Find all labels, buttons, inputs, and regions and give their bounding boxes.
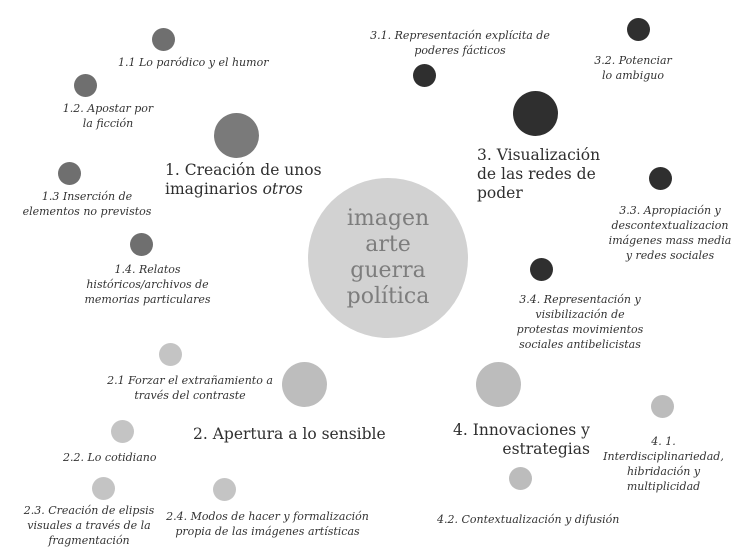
item-1-4-line-3: memorias particulares	[84, 293, 211, 306]
item-4-2	[437, 512, 619, 527]
dot-2-3	[92, 477, 115, 500]
dot-2-4	[213, 478, 236, 501]
item-3-1	[370, 28, 550, 58]
item-2-3-line-1: 2.3. Creación de elipsis	[23, 504, 155, 517]
dot-3-1	[413, 64, 436, 87]
heading-1-line-2	[165, 180, 322, 199]
item-3-4-line-2: visibilización de	[535, 308, 625, 321]
heading-4-line-1: 4. Innovaciones y	[453, 421, 590, 439]
dot-3-4	[530, 258, 553, 281]
item-2-1	[100, 373, 280, 403]
item-2-1-line-1: 2.1 Forzar el extrañamiento a	[107, 374, 273, 387]
item-3-2-line-1: 3.2. Potenciar	[594, 54, 672, 67]
dot-1-4	[130, 233, 153, 256]
item-3-1-line-1: 3.1. Representación explícita de	[370, 29, 550, 42]
item-1-4	[80, 262, 215, 307]
dot-2-2	[111, 420, 134, 443]
item-3-4	[510, 292, 650, 352]
item-3-4-line-3: protestas movimientos	[516, 323, 644, 336]
heading-2	[193, 425, 386, 444]
center-circle	[308, 178, 468, 338]
dot-4-1	[651, 395, 674, 418]
item-2-1-line-2: través del contraste	[134, 389, 246, 402]
item-1-4-line-1: 1.4. Relatos	[114, 263, 181, 276]
heading-3-line-2: de las redes de	[477, 165, 596, 183]
item-1-2-line-2: la ficción	[82, 117, 134, 130]
dot-3-2	[627, 18, 650, 41]
item-2-3	[14, 503, 164, 548]
dot-2-1	[159, 343, 182, 366]
item-4-1-line-1: 4. 1.	[651, 435, 676, 448]
dot-1-3	[58, 162, 81, 185]
item-3-4-line-1: 3.4. Representación y	[519, 293, 641, 306]
item-3-3-line-2: descontextualizacion	[611, 219, 729, 232]
dot-3-main	[513, 91, 558, 136]
dot-2-main	[282, 362, 327, 407]
item-3-2-line-2: lo ambiguo	[602, 69, 664, 82]
item-1-3-line-2: elementos no previstos	[22, 205, 152, 218]
heading-3-line-3: poder	[477, 184, 523, 202]
item-2-2	[63, 450, 156, 465]
heading-4	[453, 421, 590, 459]
dot-1-1	[152, 28, 175, 51]
dot-1-2	[74, 74, 97, 97]
item-1-4-line-2: históricos/archivos de	[86, 278, 209, 291]
dot-3-3	[649, 167, 672, 190]
center-line-4: política	[346, 284, 430, 309]
center-line-1: imagen	[346, 206, 430, 231]
heading-2-line-1: 2. Apertura a lo sensible	[193, 425, 386, 443]
item-3-3-line-4: y redes sociales	[625, 249, 715, 262]
heading-1-line-1: 1. Creación de unos	[165, 161, 322, 179]
item-2-4-line-1: 2.4. Modos de hacer y formalización	[166, 510, 369, 523]
item-1-2	[48, 101, 168, 131]
item-4-1-line-2: Interdisciplinariedad,	[603, 450, 724, 463]
item-1-3-line-1: 1.3 Inserción de	[41, 190, 133, 203]
item-2-2-line-1: 2.2. Lo cotidiano	[63, 451, 157, 464]
item-1-1	[118, 55, 268, 70]
item-2-4-line-2: propia de las imágenes artísticas	[175, 525, 360, 538]
heading-1	[165, 161, 322, 199]
item-4-1	[596, 434, 731, 494]
item-1-1-line-1: 1.1 Lo paródico y el humor	[118, 56, 269, 69]
heading-1-line-2-text: imaginarios	[165, 180, 263, 198]
item-3-1-line-2: poderes fácticos	[414, 44, 506, 57]
heading-3-line-1: 3. Visualización	[477, 146, 601, 164]
heading-4-line-2: estrategias	[502, 440, 590, 458]
item-1-2-line-1: 1.2. Apostar por	[62, 102, 154, 115]
item-3-2	[583, 53, 683, 83]
heading-3	[477, 146, 600, 203]
item-3-3-line-1: 3.3. Apropiación y	[619, 204, 721, 217]
item-2-3-line-3: fragmentación	[48, 534, 130, 547]
item-4-1-line-3: hibridación y	[626, 465, 701, 478]
item-4-1-line-4: multiplicidad	[626, 480, 701, 493]
item-3-3	[604, 203, 736, 263]
dot-4-main	[476, 362, 521, 407]
item-1-3	[22, 189, 152, 219]
center-line-2: arte	[365, 232, 411, 257]
item-3-3-line-3: imágenes mass media	[608, 234, 732, 247]
dot-4-2	[509, 467, 532, 490]
item-4-2-line-1: 4.2. Contextualización y difusión	[437, 513, 620, 526]
heading-1-line-2-emphasis: otros	[262, 180, 303, 198]
dot-1-main	[214, 113, 259, 158]
center-line-3: guerra	[350, 258, 426, 283]
item-3-4-line-4: sociales antibelicistas	[519, 338, 641, 351]
item-2-3-line-2: visuales a través de la	[27, 519, 151, 532]
item-2-4	[165, 509, 370, 539]
